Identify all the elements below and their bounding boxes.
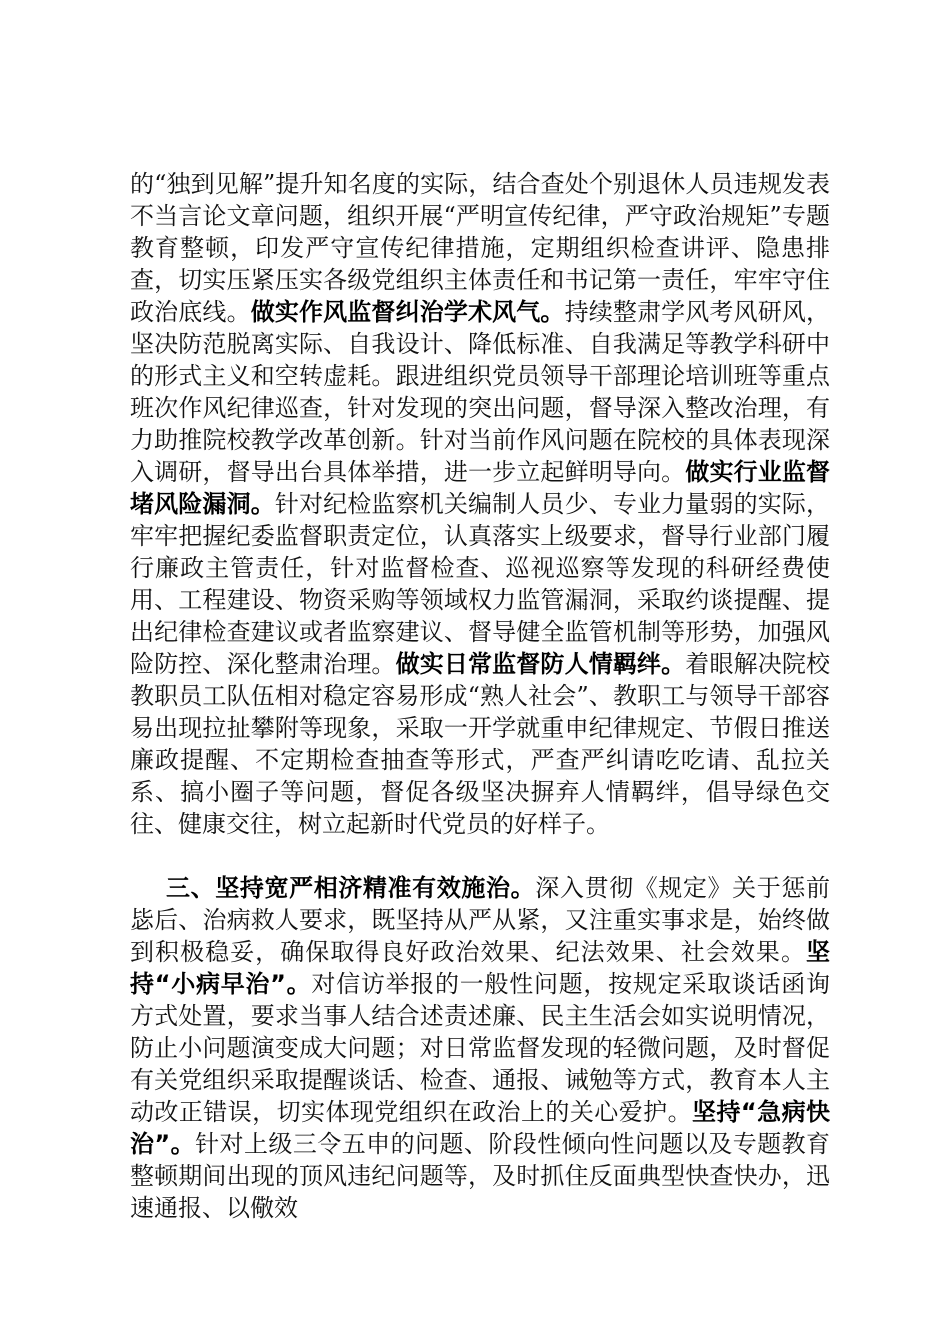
document-page [130, 168, 830, 1224]
paragraph-1-heading-zuofeng: 做实作风监督纠治学术风气。 [250, 298, 565, 326]
paragraph-2-text-2: 对信访举报的一般性问题，按规定采取谈话函询方式处置，要求当事人结合述责述廉、民主生活会如实说明情况，防止小问题演变成大问题；对日常监督发现的轻微问题，及时督促有关党组织采取提醒谈话、检查、通报、诫勉等方式，教育本人主动改正错误，切实体现党组织在政治上的关心爱护。 [130, 970, 830, 1126]
paragraph-2-heading-jibing: 坚持“急病快治”。 [130, 1098, 831, 1158]
paragraph-2 [130, 872, 830, 1224]
paragraph-1-text-2: 持续整肃学风考风研风，坚决防范脱离实际、自我设计、降低标准、自我满足等教学科研中的形式主义和空转虚耗。跟进组织党员领导干部理论培训班等重点班次作风纪律巡查，针对发现的突出问题，督导深入整改治理，有力助推院校教学改革创新。针对当前作风问题在院校的具体表现深入调研，督导出台具体举措，进一步立起鲜明导向。 [130, 298, 831, 486]
paragraph-2-heading-xiaobing: 坚持“小病早治”。 [130, 938, 830, 998]
paragraph-1-text-4: 着眼解决院校教职员工队伍相对稳定容易形成“熟人社会”、教职工与领导干部容易出现拉扯攀附等现象，采取一开学就重申纪律规定、节假日推送廉政提醒、不定期检查抽查等形式，严查严纠请吃吃请、乱拉关系、搞小圈子等问题，督促各级坚决摒弃人情羁绊，倡导绿色交往、健康交往，树立起新时代党员的好样子。 [130, 650, 831, 838]
section-3-heading: 三、坚持宽严相济精准有效施治。 [166, 874, 536, 902]
paragraph-1-text-3: 针对纪检监察机关编制人员少、专业力量弱的实际，牢牢把握纪委监督职责定位，认真落实上级要求，督导行业部门履行廉政主管责任，针对监督检查、巡视巡察等发现的科研经费使用、工程建设、物资采购等领域权力监管漏洞，采取约谈提醒、提出纪律检查建议或者监察建议、督导健全监管机制等形势，加强风险防控、深化整肃治理。 [130, 490, 831, 678]
paragraph-1 [130, 168, 830, 840]
paragraph-2-text-1: 深入贯彻《规定》关于惩前毖后、治病救人要求，既坚持从严从紧，又注重实事求是，始终做到积极稳妥，确保取得良好政治效果、纪法效果、社会效果。 [130, 874, 831, 966]
paragraph-2-text-3: 针对上级三令五申的问题、阶段性倾向性问题以及专题教育整顿期间出现的顶风违纪问题等，及时抓住反面典型快查快办，迅速通报、以儆效 [130, 1130, 831, 1222]
paragraph-1-heading-hangye: 做实行业监督堵风险漏洞。 [130, 458, 831, 518]
paragraph-1-text-1: 的“独到见解”提升知名度的实际，结合查处个别退休人员违规发表不当言论文章问题，组织开展“严明宣传纪律，严守政治规矩”专题教育整顿，印发严守宣传纪律措施，定期组织检查讲评、隐患排查，切实压紧压实各级党组织主体责任和书记第一责任，牢牢守住政治底线。 [130, 170, 830, 326]
paragraph-1-heading-richang: 做实日常监督防人情羁绊。 [395, 650, 686, 678]
